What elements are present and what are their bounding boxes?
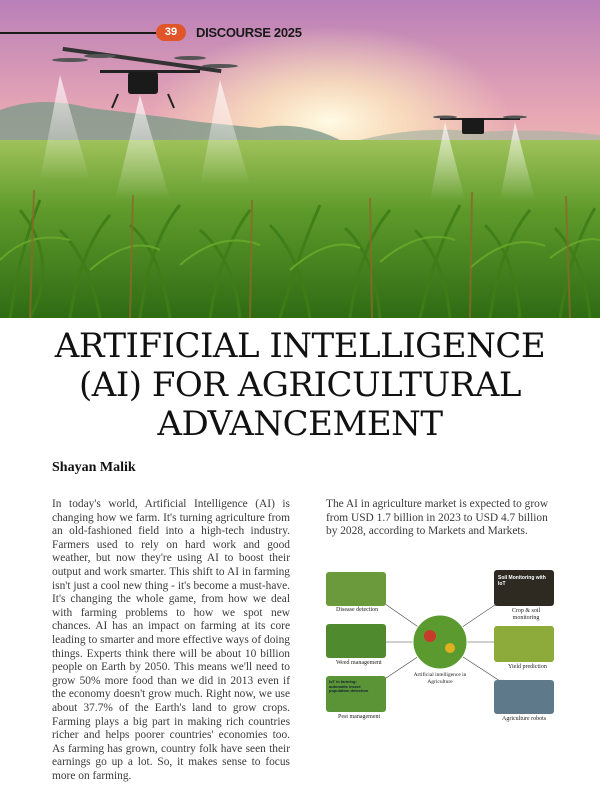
diagram-node-label: Agriculture robots (502, 716, 547, 722)
author-name: Shayan Malik (52, 460, 136, 475)
title-line: ARTIFICIAL INTELLIGENCE (54, 326, 546, 366)
title-line: ADVANCEMENT (157, 404, 443, 444)
diagram-node-label: Pest management (338, 714, 381, 720)
article-title (40, 327, 560, 444)
diagram-node-label: Yield prediction (508, 664, 547, 670)
magazine-name: DISCOURSE 2025 (196, 25, 302, 40)
pest-image-text: IoT in farming: automatic insect population detection (329, 679, 369, 693)
diagram-center-label: Artificial intelligence in Agriculture (413, 672, 467, 685)
diagram-node-label: Weed management (336, 660, 382, 666)
page-number: 39 (156, 24, 186, 41)
title-line: (AI) FOR AGRICULTURAL (79, 365, 521, 405)
market-paragraph: The AI in agriculture market is expected to grow from USD 1.7 billion in 2023 to USD 4.7 billion by 2028, according to Markets and Markets. (326, 498, 549, 538)
diagram-node-label: Disease detection (336, 607, 379, 613)
ai-agriculture-diagram (322, 566, 558, 732)
soil-image-text: Soil Monitoring with IoT (498, 575, 546, 587)
header-rule (0, 32, 160, 34)
article-body: In today's world, Artificial Intelligence (AI) is changing how we farm. It's turning agriculture from an old-fashioned field into a high-tech industry. Farmers used to rely on hard work and good weather, but now they're using AI to boost their output and work smarter. This shift to AI in farming isn't just a cool new thing - it's become a must-have. It's changing the whole game, from how we deal with farming problems to how we spot new chances. AI has an impact on farming at its core leading to smarter and more effective ways of doing things. Experts think there will be about 10 billion people on Earth by 2050. This means we'll need to grow 50% more food than we did in 2013 even if the economy doesn't grow much. Right now, we use about 37.7% of the Earth's land to grow crops. Farming plays a big part in making rich countries richer and helps poorer countries' economies too. As farming has grown, country folk have seen their earnings go up a lot. So, it makes sense to focus more on farming. (52, 498, 290, 782)
farm-drones-photo (0, 0, 600, 318)
diagram-graphic (322, 566, 558, 732)
diagram-node-label: Crop & soil monitoring (511, 608, 541, 621)
hero-image (0, 0, 600, 318)
